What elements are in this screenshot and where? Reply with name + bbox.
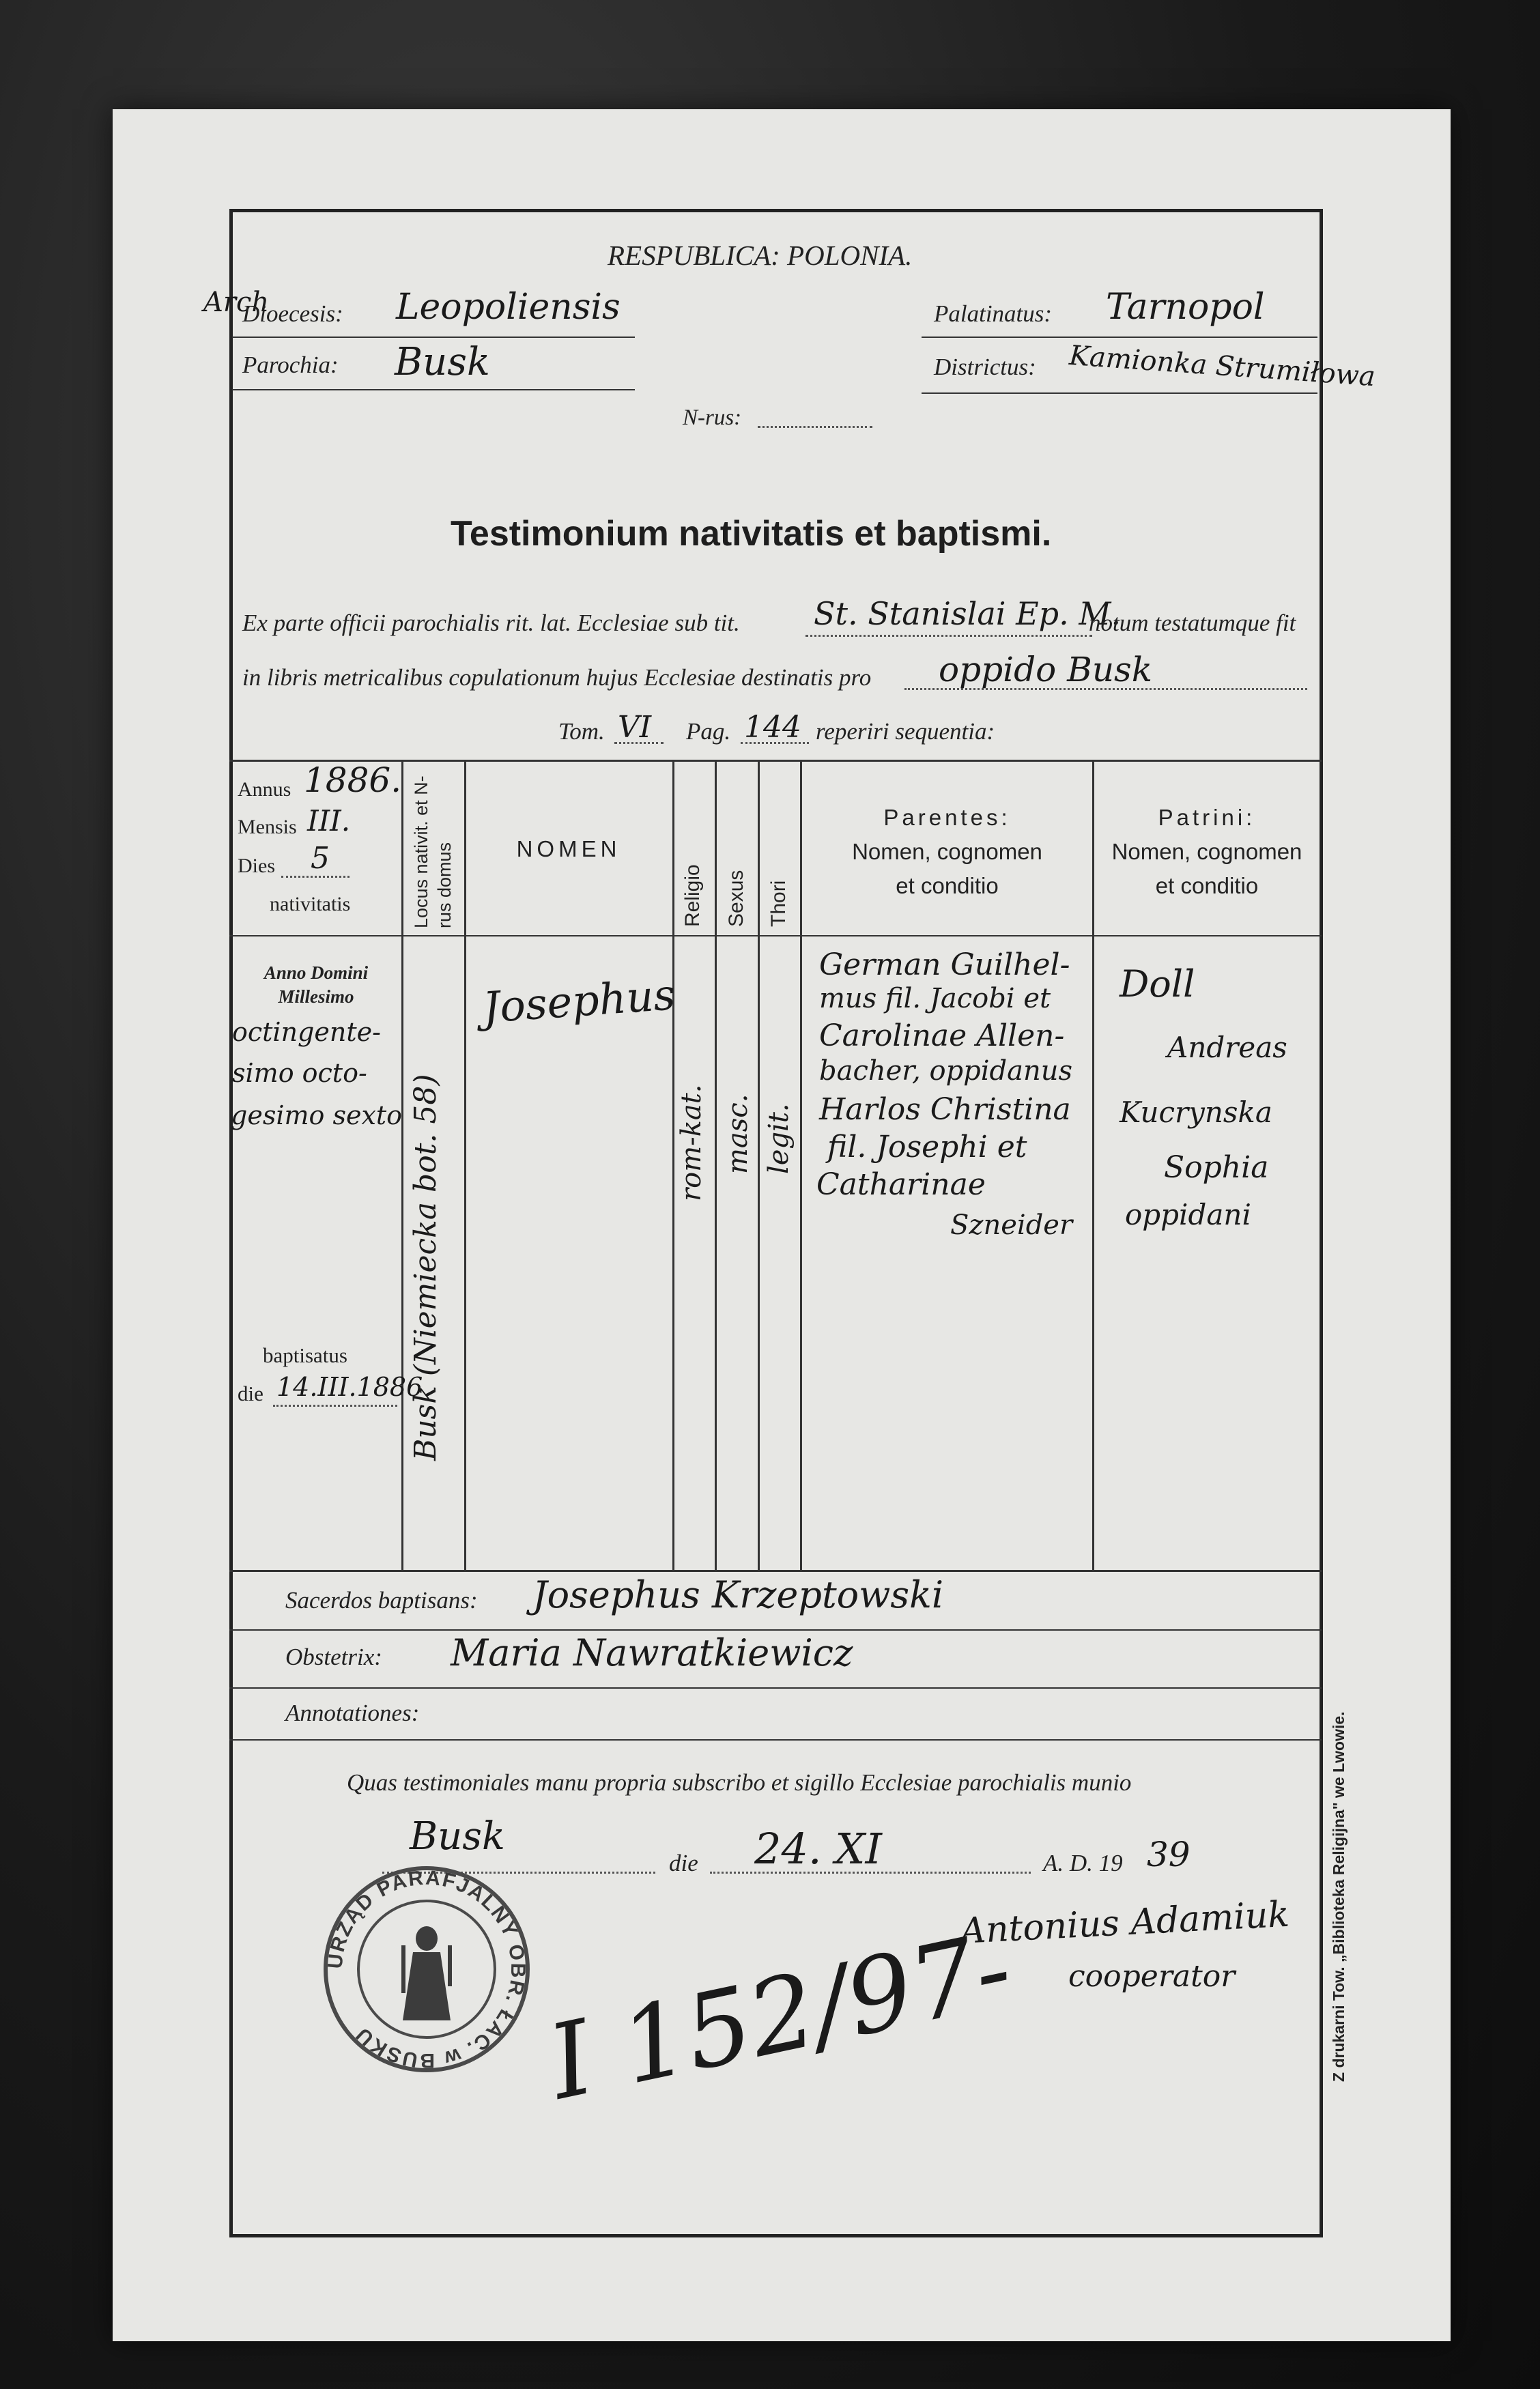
year-words-1: octingente- [232, 1017, 381, 1047]
year-value: 39 [1147, 1835, 1190, 1874]
parentes-line-2: mus fil. Jacobi et [819, 983, 1051, 1014]
tom-value: VI [618, 710, 652, 745]
parentes-line-3: Carolinae Allen- [819, 1018, 1065, 1053]
nativitatis-label: nativitatis [270, 893, 351, 915]
obstetrix-line [229, 1687, 1322, 1689]
patrini-sub2: et conditio [1155, 873, 1259, 898]
tom-dotline [614, 742, 664, 744]
religio-value: rom-kat. [676, 1084, 707, 1201]
dies-label: Dies [238, 855, 275, 877]
districtus-underline [922, 392, 1317, 394]
pag-dotline [741, 742, 809, 744]
sacerdos-value: Josephus Krzeptowski [532, 1573, 944, 1616]
col-divider-3 [672, 760, 674, 1570]
palatinatus-value: Tarnopol [1106, 287, 1265, 328]
nomen-label: NOMEN [516, 836, 621, 861]
parentes-line-7: Catharinae [816, 1167, 986, 1202]
baptisatus-die-label: die [238, 1382, 263, 1405]
nrus-label: N-rus: [683, 405, 742, 430]
locus-label: Locus nativit. et N-rus domus [411, 775, 455, 928]
dioecesis-label: Dioecesis: [242, 300, 343, 327]
annotationes-label: Annotationes: [285, 1700, 420, 1726]
baptisatus-label: baptisatus [263, 1343, 347, 1367]
sacerdos-line [229, 1629, 1322, 1631]
church-title-value: St. Stanislai Ep. M. [814, 595, 1122, 632]
thori-label: Thori [767, 880, 790, 927]
destination-value: oppido Busk [939, 650, 1153, 689]
pag-value: 144 [744, 710, 801, 745]
patrini-line-1: Doll [1120, 962, 1195, 1005]
col-divider-5 [758, 760, 760, 1570]
ad-label: A. D. 19 [1043, 1850, 1123, 1876]
dioecesis-underline [232, 337, 635, 338]
pag-label: Pag. [686, 718, 731, 745]
intro-line1-post: notum testatumque fit [1089, 610, 1296, 636]
patrini-line-3: Kucrynska [1120, 1096, 1272, 1129]
thori-value: legit. [763, 1103, 795, 1174]
patrini-line-2: Andreas [1167, 1031, 1287, 1064]
parentes-sub1: Nomen, cognomen [852, 839, 1042, 864]
districtus-label: Districtus: [934, 354, 1036, 380]
place-value: Busk [410, 1814, 505, 1859]
parentes-line-5: Harlos Christina [819, 1092, 1071, 1127]
col-divider-4 [715, 760, 717, 1570]
baptisatus-date: 14.III.1886 [276, 1372, 423, 1402]
patrini-line-5: oppidani [1125, 1198, 1251, 1231]
patrini-sub1: Nomen, cognomen [1111, 839, 1302, 864]
patrini-title: Patrini: [1158, 805, 1256, 830]
parish-seal [321, 1863, 532, 2075]
signature-title: cooperator [1068, 1959, 1236, 1994]
die-label: die [669, 1850, 698, 1876]
mensis-value: III. [307, 804, 351, 838]
sexus-value: masc. [722, 1093, 754, 1174]
signature: Antonius Adamiuk [959, 1893, 1291, 1952]
tom-label: Tom. [558, 718, 605, 745]
year-words-3: gesimo sexto [231, 1100, 403, 1130]
file-number: I 152/97- [539, 1909, 1022, 2123]
palatinatus-underline [922, 337, 1317, 338]
nrus-dotline [758, 426, 872, 428]
sacerdos-label: Sacerdos baptisans: [285, 1587, 478, 1614]
annotationes-line [229, 1739, 1322, 1741]
baptisatus-dotline [273, 1405, 397, 1407]
dioecesis-value: Leopoliensis [396, 287, 621, 328]
anno-domini-label: Anno Domini [263, 962, 369, 983]
parentes-line-6: fil. Josephi et [827, 1130, 1027, 1164]
religio-label: Religio [681, 864, 704, 927]
testimonial-statement: Quas testimoniales manu propria subscribo et sigillo Ecclesiae parochialis munio [347, 1769, 1132, 1796]
col-divider-2 [464, 760, 466, 1570]
col-divider-1 [401, 760, 403, 1570]
dioecesis-prefix: Arch [203, 287, 270, 318]
intro-line1-dotline [805, 635, 1092, 637]
parochia-underline [232, 389, 635, 390]
parentes-line-1: German Guilhel- [819, 947, 1070, 982]
parochia-label: Parochia: [242, 352, 339, 378]
parochia-value: Busk [395, 340, 490, 384]
intro-line2-pre: in libris metricalibus copulationum hujus Ecclesiae destinatis pro [242, 664, 872, 691]
districtus-value: Kamionka Strumiłowa [1068, 340, 1377, 393]
year-words-2: simo octo- [232, 1058, 367, 1088]
parentes-title: Parentes: [883, 805, 1011, 830]
dies-dotline [281, 876, 350, 878]
millesimo-label: Millesimo [278, 986, 354, 1007]
dies-value: 5 [311, 841, 330, 876]
mensis-label: Mensis [238, 816, 297, 838]
sexus-label: Sexus [725, 870, 747, 927]
date-value: 24. XI [754, 1824, 882, 1874]
obstetrix-label: Obstetrix: [285, 1644, 382, 1670]
nomen-value: Josephus [481, 969, 677, 1033]
intro-line1-pre: Ex parte officii parochialis rit. lat. Ecclesiae sub tit. [242, 610, 740, 636]
table-header-line [229, 935, 1322, 936]
date-dotline [710, 1872, 1031, 1874]
locus-value: Busk (Niemiecka bot. 58) [408, 1074, 443, 1461]
patrini-line-4: Sophia [1164, 1150, 1269, 1185]
tom-pag-tail: reperiri sequentia: [816, 718, 995, 745]
parentes-line-4: bacher, oppidanus [819, 1055, 1073, 1087]
seal-text: URZĄD PARAFJALNY OBR. ŁAC. w BUSKU [324, 1866, 530, 2072]
table-bottom-line [229, 1570, 1322, 1572]
republic-heading: RESPUBLICA: POLONIA. [608, 240, 913, 271]
parentes-sub2: et conditio [896, 873, 999, 898]
palatinatus-label: Palatinatus: [934, 300, 1053, 327]
annus-value: 1886. [304, 760, 402, 800]
printer-credit: Z drukarni Tow. „Biblioteka Religijna" we Lwowie. [1330, 1711, 1348, 2082]
annus-label: Annus [238, 778, 291, 801]
parentes-line-8: Szneider [950, 1210, 1073, 1241]
obstetrix-value: Maria Nawratkiewicz [451, 1631, 853, 1674]
certificate-title: Testimonium nativitatis et baptismi. [451, 514, 1052, 554]
